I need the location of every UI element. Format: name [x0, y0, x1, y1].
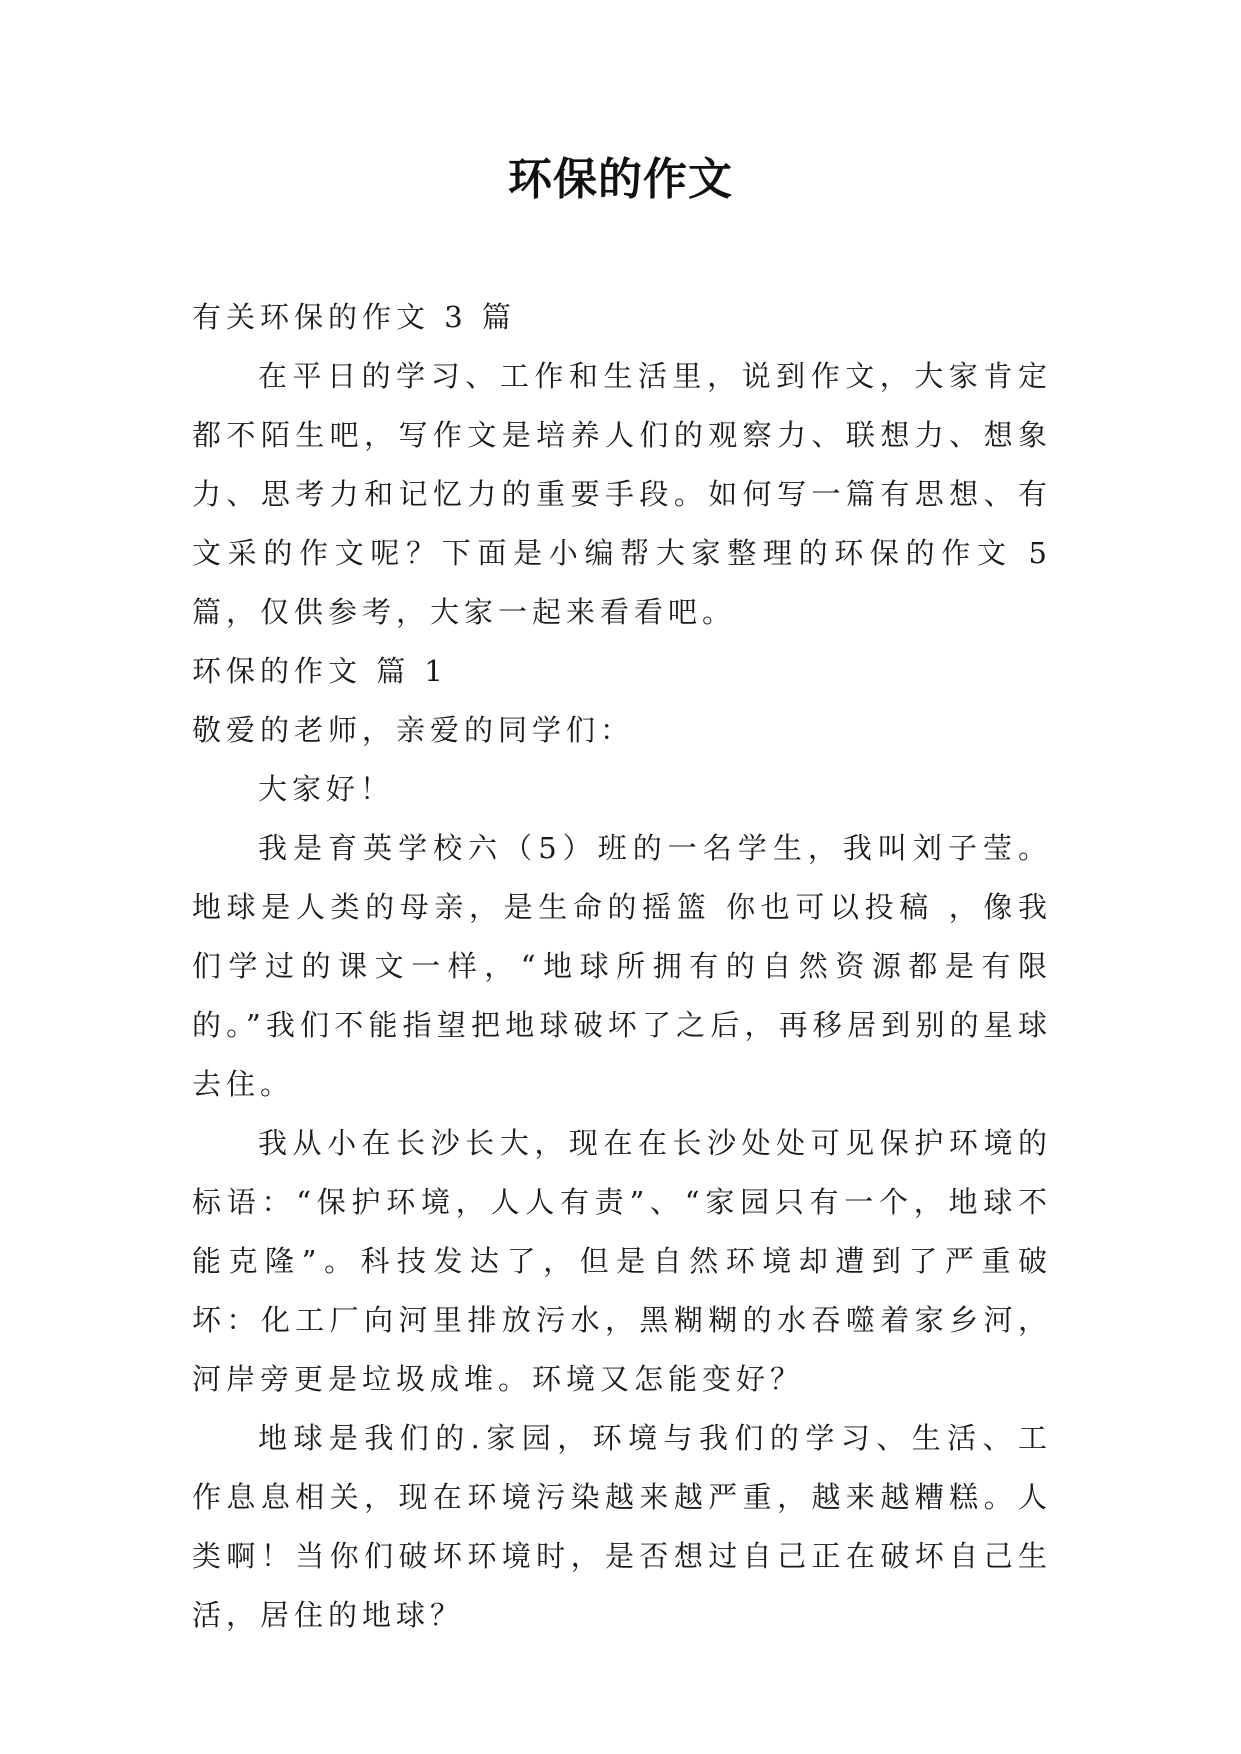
- body-paragraph: 我从小在长沙长大，现在在长沙处处可见保护环境的标语：“保护环境，人人有责”、“家园只有一个，地球不能克隆”。科技发达了，但是自然环境却遭到了严重破坏：化工厂向河里排放污水，黑糊糊的水吞噬着家乡河，河岸旁更是垃圾成堆。环境又怎能变好？: [192, 1126, 1052, 1396]
- body-paragraph: 地球是我们的.家园，环境与我们的学习、生活、工作息息相关，现在环境污染越来越严重，越来越糟糕。人类啊！当你们破坏环境时，是否想过自己正在破坏自己生活，居住的地球？: [192, 1421, 1052, 1632]
- document-body: [192, 288, 1052, 1645]
- intro-paragraph: 在平日的学习、工作和生活里，说到作文，大家肯定都不陌生吧，写作文是培养人们的观察力、联想力、想象力、思考力和记忆力的重要手段。如何写一篇有思想、有文采的作文呢？下面是小编帮大家整理的环保的作文 5 篇，仅供参考，大家一起来看看吧。: [192, 359, 1052, 629]
- salutation-paragraph: 敬爱的老师，亲爱的同学们：: [192, 713, 635, 747]
- greeting-paragraph: 大家好！: [258, 772, 395, 806]
- section-heading: 环保的作文 篇 1: [192, 654, 448, 688]
- document-title: 环保的作文: [508, 154, 733, 205]
- body-paragraph: 我是育英学校六（5）班的一名学生，我叫刘子莹。地球是人类的母亲，是生命的摇篮 你也可以投稿 ，像我们学过的课文一样，“地球所拥有的自然资源都是有限的。”我们不能指望把地球破坏了之后，再移居到别的星球去住。: [192, 831, 1052, 1101]
- subtitle-paragraph: 有关环保的作文 3 篇: [192, 300, 516, 334]
